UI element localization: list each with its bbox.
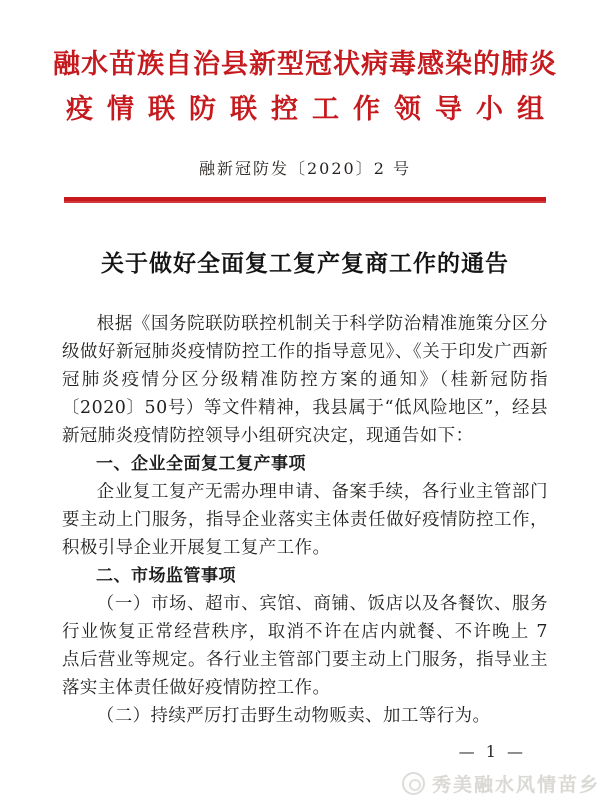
intro-paragraph: 根据《国务院联防联控机制关于科学防治精准施策分区分级做好新冠肺炎疫情防控工作的指导意见》、《关于印发广西新冠肺炎疫情分区分级精准防控方案的通知》（桂新冠防指〔2020〕50号）等文件精神，我县属于“低风险地区”，经县新冠肺炎疫情防控领导小组研究决定，现通告如下： <box>62 314 548 446</box>
issuing-org-name <box>0 0 610 132</box>
notice-title: 关于做好全面复工复产复商工作的通告 <box>101 250 509 277</box>
document-reference-number: 融新冠防发〔2020〕2 号 <box>199 159 411 178</box>
section-1-paragraph: 企业复工复产无需办理申请、备案手续，各行业主管部门要主动上门服务，指导企业落实主体责任做好疫情防控工作，积极引导企业开展复工复产工作。 <box>62 482 548 558</box>
org-name-line2: 疫情联防联控工作领导小组 <box>66 94 558 125</box>
notice-body <box>62 310 548 730</box>
page-number: — 1 — <box>458 742 526 761</box>
section-2-paragraph-2: （二）持续严厉打击野生动物贩卖、加工等行为。 <box>96 706 491 726</box>
watermark-text: 秀美融水风情苗乡 <box>431 774 600 796</box>
org-name-line1: 融水苗族自治县新型冠状病毒感染的肺炎 <box>53 49 557 80</box>
watermark-logo-icon <box>402 772 425 795</box>
red-separator-rule <box>64 197 546 203</box>
section-heading-1: 一、企业全面复工复产事项 <box>96 454 306 474</box>
section-heading-2: 二、市场监管事项 <box>96 566 236 586</box>
red-letterhead <box>0 0 610 203</box>
watermark <box>402 770 600 797</box>
section-2-paragraph-1: （一）市场、超市、宾馆、商铺、饭店以及各餐饮、服务行业恢复正常经营秩序，取消不许在店内就餐、不许晚上 7 点后营业等规定。各行业主管部门要主动上门服务，指导业主落实主体责任做好疫情防控工作。 <box>62 594 548 698</box>
